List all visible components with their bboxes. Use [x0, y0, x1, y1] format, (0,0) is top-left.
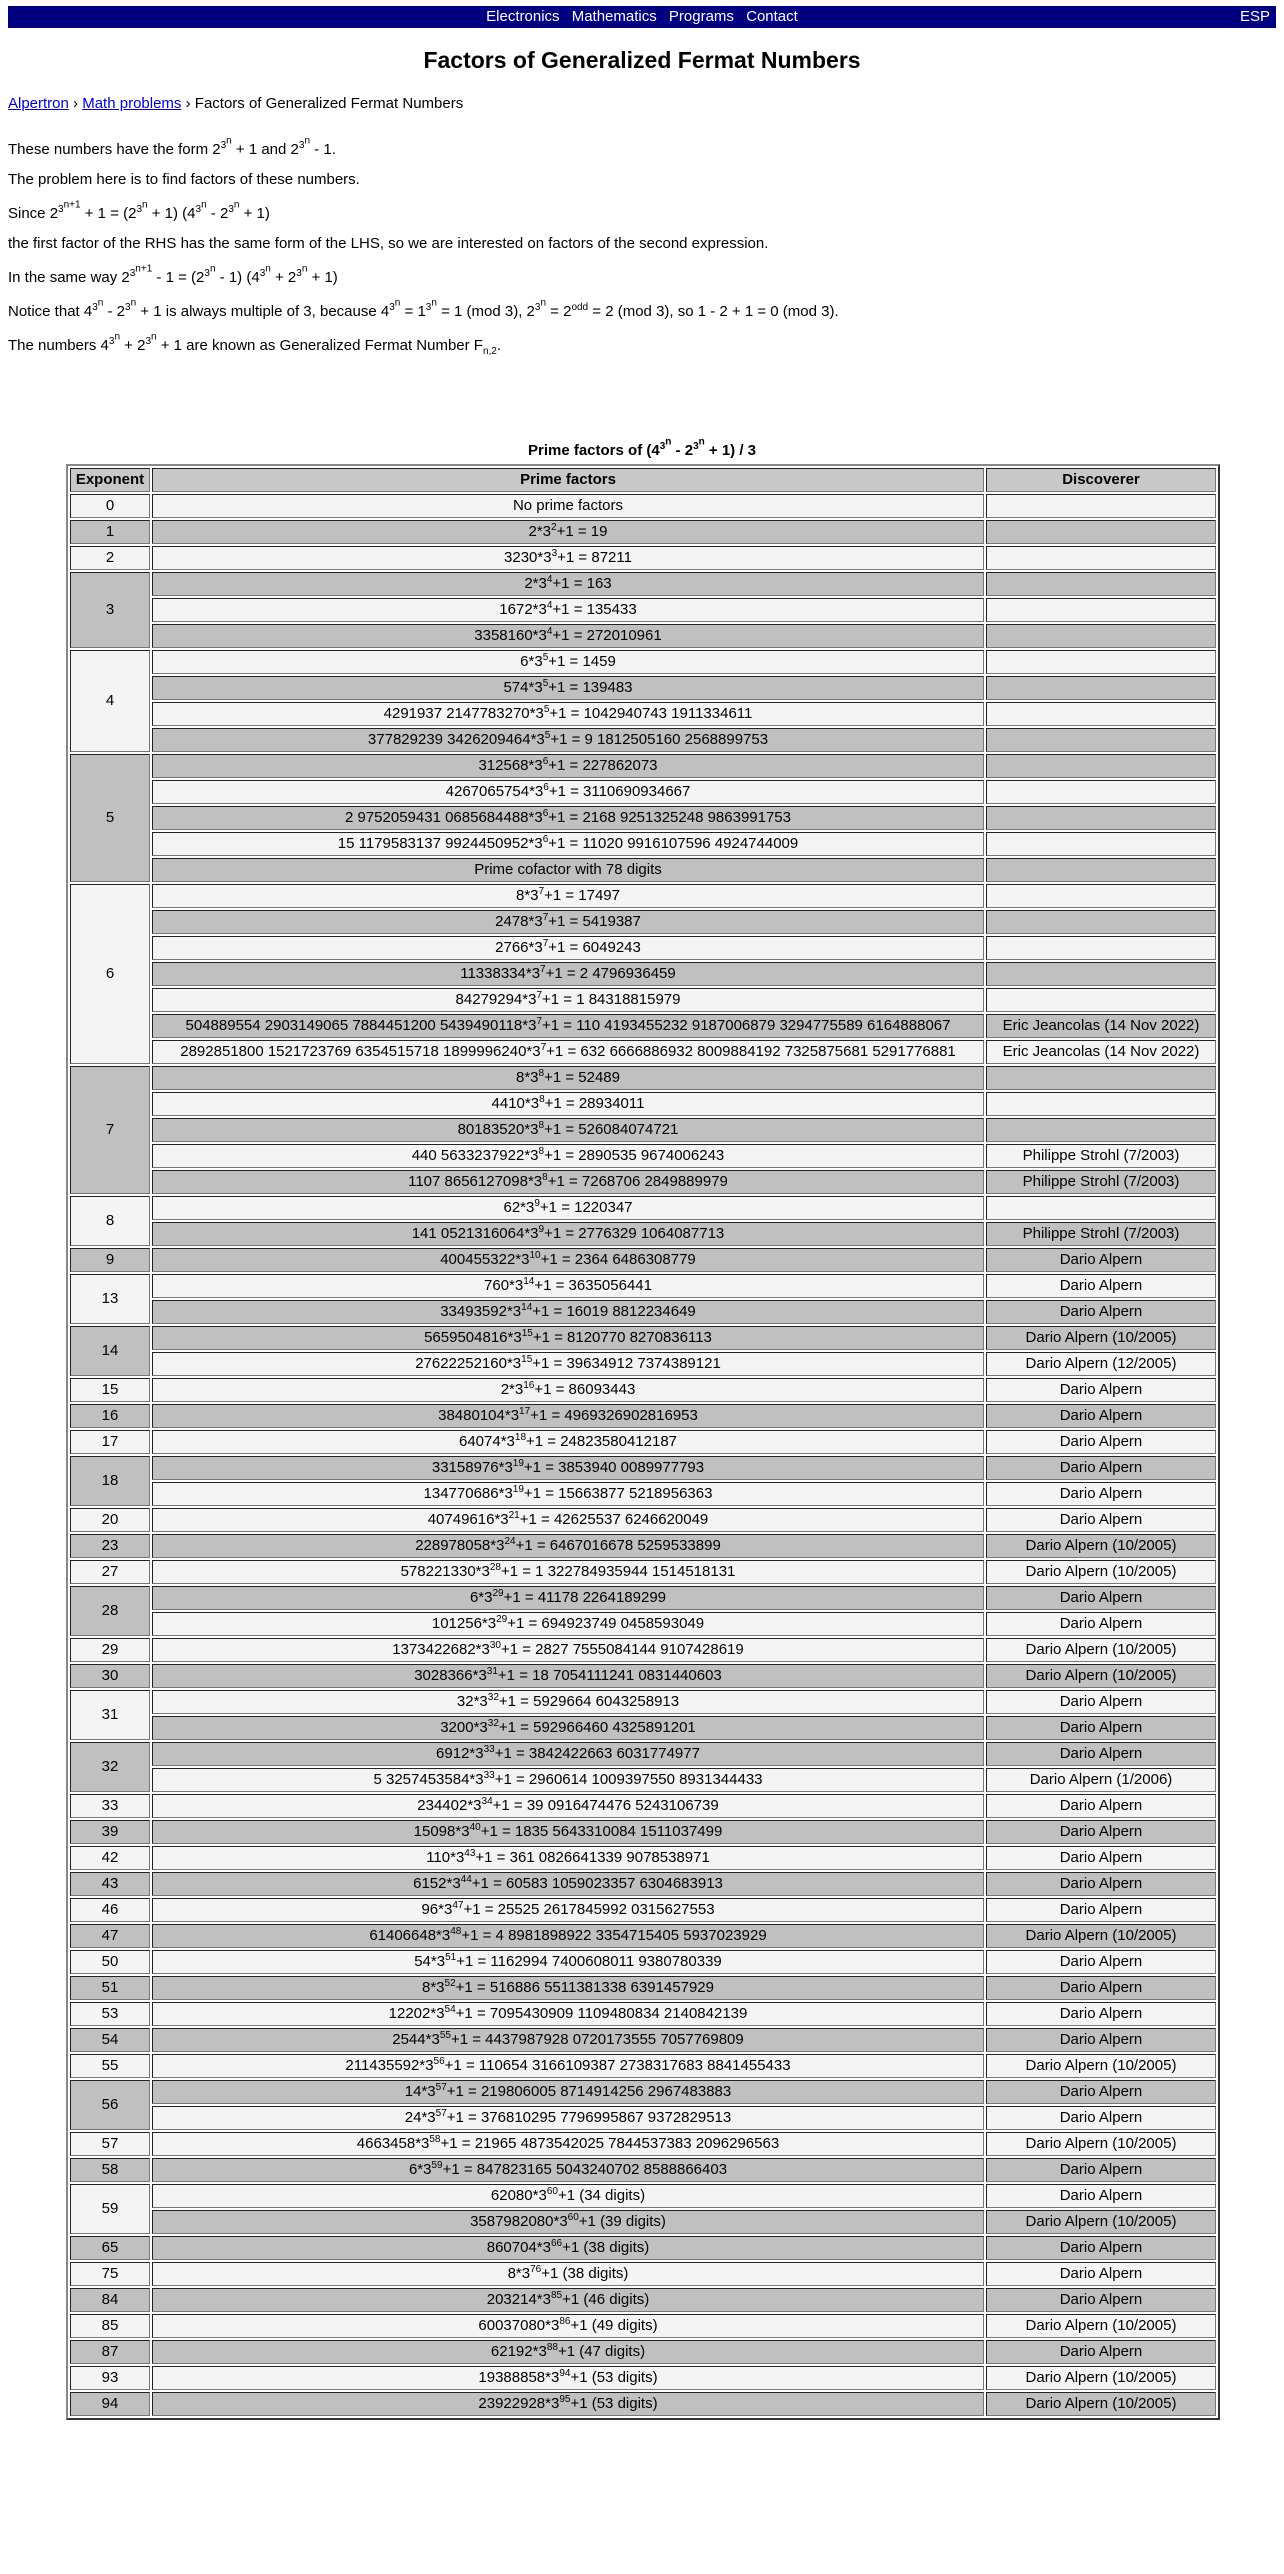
discoverer-cell: Dario Alpern — [986, 1872, 1216, 1896]
prime-factor-cell: $84279294*3^7+1 = 1$ 84318815979 — [152, 988, 984, 1012]
prime-factor-cell: $4663458*3^{58}+1 = 21965$ 4873542025 7844537383 2096296563 — [152, 2132, 984, 2156]
table-row — [70, 1248, 1216, 1272]
prime-factor-cell: $14*3^{57}+1 = 219806005$ 8714914256 2967483883 — [152, 2080, 984, 2104]
nav-mathematics[interactable]: Mathematics — [571, 8, 657, 25]
exponent-cell: 20 — [70, 1508, 150, 1532]
nav-programs[interactable]: Programs — [668, 8, 734, 25]
prime-factor-cell: $54*3^{51}+1 = 1162994$ 7400608011 9380780339 — [152, 1950, 984, 1974]
prime-factor-cell: $19388858*3^{94}+1$ (53 digits) — [152, 2366, 984, 2390]
prime-factor-cell: $2*3^4+1 = 163$ — [152, 572, 984, 596]
table-row — [70, 1768, 1216, 1792]
discoverer-cell: Dario Alpern — [986, 1950, 1216, 1974]
table-row — [70, 494, 1216, 518]
exponent-cell: 39 — [70, 1820, 150, 1844]
exponent-cell: 27 — [70, 1560, 150, 1584]
table-row — [70, 2236, 1216, 2260]
exponent-cell: 58 — [70, 2158, 150, 2182]
table-row — [70, 780, 1216, 804]
prime-factor-cell: $12202*3^{54}+1 = 7095430909$ 1109480834 2140842139 — [152, 2002, 984, 2026]
exponent-cell: 17 — [70, 1430, 150, 1454]
discoverer-cell — [986, 1118, 1216, 1142]
discoverer-cell: Dario Alpern — [986, 1690, 1216, 1714]
table-row — [70, 1586, 1216, 1610]
exponent-cell: 23 — [70, 1534, 150, 1558]
table-row — [70, 2392, 1216, 2416]
exponent-cell: 30 — [70, 1664, 150, 1688]
prime-factor-cell: $38480104*3^{17}+1 = 4969326902816953$ — [152, 1404, 984, 1428]
language-switch-link[interactable]: ESP — [1239, 8, 1270, 25]
prime-factor-cell: Prime cofactor with 78 digits — [152, 858, 984, 882]
exponent-cell: 50 — [70, 1950, 150, 1974]
prime-factor-cell: 15 1179583137 $9924450952*3^6+1 = 11020$ 9916107596 4924744009 — [152, 832, 984, 856]
table-row — [70, 1976, 1216, 2000]
discoverer-cell — [986, 936, 1216, 960]
breadcrumb-section-link[interactable]: Math problems — [82, 95, 182, 112]
prime-factor-cell: $312568*3^6+1 = 227862073$ — [152, 754, 984, 778]
discoverer-cell: Dario Alpern — [986, 2002, 1216, 2026]
prime-factor-cell: $1373422682*3^{30}+1 = 2827$ 7555084144 9107428619 — [152, 1638, 984, 1662]
discoverer-cell: Dario Alpern (10/2005) — [986, 1560, 1216, 1584]
prime-factor-cell: $3200*3^{32}+1 = 592966460$ 4325891201 — [152, 1716, 984, 1740]
discoverer-cell — [986, 676, 1216, 700]
discoverer-cell: Dario Alpern — [986, 1846, 1216, 1870]
table-row — [70, 2288, 1216, 2312]
table-row — [70, 2028, 1216, 2052]
table-row — [70, 1560, 1216, 1584]
discoverer-cell: Dario Alpern — [986, 2340, 1216, 2364]
table-row — [70, 1534, 1216, 1558]
discoverer-cell: Dario Alpern — [986, 1976, 1216, 2000]
table-body — [70, 494, 1216, 2416]
discoverer-cell: Philippe Strohl (7/2003) — [986, 1222, 1216, 1246]
prime-factor-cell: $400455322*3^{10}+1 = 2364$ 6486308779 — [152, 1248, 984, 1272]
prime-factor-cell: $15098*3^{40}+1 = 1835$ 5643310084 1511037499 — [152, 1820, 984, 1844]
exponent-cell: 47 — [70, 1924, 150, 1948]
prime-factor-cell: 4291937 $2147783270*3^5+1 = 1042940743$ 1911334611 — [152, 702, 984, 726]
table-row — [70, 1638, 1216, 1662]
prime-factor-cell: $8*3^8+1 = 52489$ — [152, 1066, 984, 1090]
discoverer-cell: Philippe Strohl (7/2003) — [986, 1144, 1216, 1168]
exponent-cell: 32 — [70, 1742, 150, 1792]
prime-factor-cell: $80183520*3^8+1 = 526084074721$ — [152, 1118, 984, 1142]
discoverer-cell: Dario Alpern — [986, 1378, 1216, 1402]
discoverer-cell — [986, 572, 1216, 596]
exponent-cell: 2 — [70, 546, 150, 570]
discoverer-cell: Dario Alpern (1/2006) — [986, 1768, 1216, 1792]
discoverer-cell — [986, 884, 1216, 908]
table-row — [70, 2366, 1216, 2390]
exponent-cell: 57 — [70, 2132, 150, 2156]
table-row — [70, 1170, 1216, 1194]
discoverer-cell: Dario Alpern (10/2005) — [986, 1924, 1216, 1948]
intro-paragraph: In the same way $2^{3^{n+1}} - 1 = (2^{3^n} - 1) (4^{3^n} + 2^{3^n} + 1)$ — [8, 263, 338, 286]
exponent-cell: 84 — [70, 2288, 150, 2312]
table-row — [70, 2002, 1216, 2026]
prime-factor-cell: $6912*3^{33}+1 = 3842422663$ 6031774977 — [152, 1742, 984, 1766]
exponent-cell: 94 — [70, 2392, 150, 2416]
discoverer-cell: Dario Alpern (10/2005) — [986, 1534, 1216, 1558]
discoverer-cell: Philippe Strohl (7/2003) — [986, 1170, 1216, 1194]
prime-factor-cell: 5 $3257453584*3^{33}+1 = 2960614$ 1009397550 8931344433 — [152, 1768, 984, 1792]
header-prime-factors: Prime factors — [152, 468, 984, 492]
table-row — [70, 1430, 1216, 1454]
exponent-cell: 33 — [70, 1794, 150, 1818]
table-row — [70, 2314, 1216, 2338]
exponent-cell: 43 — [70, 1872, 150, 1896]
table-row — [70, 1222, 1216, 1246]
discoverer-cell: Dario Alpern — [986, 2080, 1216, 2104]
table-row — [70, 2080, 1216, 2104]
table-row — [70, 1066, 1216, 1090]
table-row — [70, 2132, 1216, 2156]
discoverer-cell: Dario Alpern — [986, 1430, 1216, 1454]
discoverer-cell — [986, 546, 1216, 570]
discoverer-cell: Dario Alpern — [986, 2158, 1216, 2182]
table-row — [70, 1456, 1216, 1480]
breadcrumb-separator: › — [68, 95, 83, 112]
table-row — [70, 2184, 1216, 2208]
discoverer-cell — [986, 494, 1216, 518]
prime-factor-cell: $2544*3^{55}+1 = 4437987928$ 0720173555 7057769809 — [152, 2028, 984, 2052]
discoverer-cell: Dario Alpern — [986, 2028, 1216, 2052]
table-row — [70, 1274, 1216, 1298]
table-row — [70, 1898, 1216, 1922]
exponent-cell: 54 — [70, 2028, 150, 2052]
prime-factor-cell: $234402*3^{34}+1 = 39$ 0916474476 5243106739 — [152, 1794, 984, 1818]
prime-factor-cell: No prime factors — [152, 494, 984, 518]
exponent-cell: 56 — [70, 2080, 150, 2130]
discoverer-cell: Dario Alpern — [986, 1742, 1216, 1766]
table-row — [70, 520, 1216, 544]
prime-factor-cell: $24*3^{57}+1 = 376810295$ 7796995867 9372829513 — [152, 2106, 984, 2130]
exponent-cell: 42 — [70, 1846, 150, 1870]
table-row — [70, 624, 1216, 648]
table-header-row — [70, 468, 1216, 492]
discoverer-cell — [986, 780, 1216, 804]
discoverer-cell: Dario Alpern — [986, 2262, 1216, 2286]
table-row — [70, 858, 1216, 882]
prime-factor-cell: $32*3^{32}+1 = 5929664$ 6043258913 — [152, 1690, 984, 1714]
prime-factor-cell: $62080*3^{60}+1$ (34 digits) — [152, 2184, 984, 2208]
table-row — [70, 2106, 1216, 2130]
exponent-cell: 59 — [70, 2184, 150, 2234]
discoverer-cell: Dario Alpern — [986, 2288, 1216, 2312]
discoverer-cell — [986, 650, 1216, 674]
discoverer-cell — [986, 520, 1216, 544]
discoverer-cell: Dario Alpern (10/2005) — [986, 2054, 1216, 2078]
prime-factor-cell: $27622252160*3^{15}+1 = 39634912$ 7374389121 — [152, 1352, 984, 1376]
table-row — [70, 1508, 1216, 1532]
exponent-cell: 16 — [70, 1404, 150, 1428]
discoverer-cell: Dario Alpern — [986, 1274, 1216, 1298]
exponent-cell: 7 — [70, 1066, 150, 1194]
page-title: Factors of Generalized Fermat Numbers — [423, 47, 861, 73]
discoverer-cell: Dario Alpern — [986, 2184, 1216, 2208]
table-row — [70, 2054, 1216, 2078]
discoverer-cell: Dario Alpern — [986, 1248, 1216, 1272]
discoverer-cell — [986, 806, 1216, 830]
exponent-cell: 6 — [70, 884, 150, 1064]
discoverer-cell — [986, 728, 1216, 752]
discoverer-cell: Dario Alpern — [986, 1716, 1216, 1740]
prime-factor-cell: $3028366*3^{31}+1 = 18$ 7054111241 0831440603 — [152, 1664, 984, 1688]
discoverer-cell: Dario Alpern — [986, 1456, 1216, 1480]
table-row — [70, 676, 1216, 700]
exponent-cell: 0 — [70, 494, 150, 518]
table-row — [70, 1690, 1216, 1714]
table-row — [70, 546, 1216, 570]
prime-factor-cell: $62*3^9+1 = 1220347$ — [152, 1196, 984, 1220]
exponent-cell: 75 — [70, 2262, 150, 2286]
table-row — [70, 1118, 1216, 1142]
discoverer-cell — [986, 1066, 1216, 1090]
table-row — [70, 910, 1216, 934]
exponent-cell: 65 — [70, 2236, 150, 2260]
table-row — [70, 754, 1216, 778]
prime-factor-cell: $3587982080*3^{60}+1$ (39 digits) — [152, 2210, 984, 2234]
intro-paragraph: Since $2^{3^{n+1}} + 1 = (2^{3^n} + 1)$ $(4^{3^n} - 2^{3^n} + 1)$ — [8, 199, 270, 222]
discoverer-cell: Dario Alpern (10/2005) — [986, 1326, 1216, 1350]
prime-factor-cell: $4267065754*3^6+1 = 3110690934667$ — [152, 780, 984, 804]
table-row — [70, 1872, 1216, 1896]
prime-factor-cell: $228978058*3^{24}+1 = 6467016678$ 5259533899 — [152, 1534, 984, 1558]
prime-factor-cell: $1672*3^4+1 = 135433$ — [152, 598, 984, 622]
prime-factor-cell: $33493592*3^{14}+1 = 16019$ 8812234649 — [152, 1300, 984, 1324]
exponent-cell: 85 — [70, 2314, 150, 2338]
prime-factor-cell: $134770686*3^{19}+1 = 15663877$ 5218956363 — [152, 1482, 984, 1506]
prime-factor-cell: $8*3^7+1 = 17497$ — [152, 884, 984, 908]
exponent-cell: 51 — [70, 1976, 150, 2000]
discoverer-cell: Dario Alpern — [986, 1820, 1216, 1844]
prime-factor-cell: 2892851800 1521723769 6354515718 $1899996240*3^7+1 = 632$ 6666886932 8009884192 7325875681 5291776881 — [152, 1040, 984, 1064]
discoverer-cell: Dario Alpern (10/2005) — [986, 2392, 1216, 2416]
discoverer-cell: Dario Alpern — [986, 1586, 1216, 1610]
header-exponent: Exponent — [70, 468, 150, 492]
discoverer-cell: Dario Alpern (10/2005) — [986, 2366, 1216, 2390]
table-row — [70, 1820, 1216, 1844]
discoverer-cell — [986, 754, 1216, 778]
discoverer-cell — [986, 910, 1216, 934]
breadcrumb-separator: › — [181, 95, 195, 112]
table-row — [70, 728, 1216, 752]
header-discoverer: Discoverer — [986, 468, 1216, 492]
table-row — [70, 650, 1216, 674]
table-row — [70, 2262, 1216, 2286]
prime-factor-cell: $101256*3^{29}+1 = 694923749$ 0458593049 — [152, 1612, 984, 1636]
discoverer-cell: Dario Alpern (10/2005) — [986, 2314, 1216, 2338]
table-row — [70, 1196, 1216, 1220]
prime-factor-cell: $110*3^{43}+1 = 361$ 0826641339 9078538971 — [152, 1846, 984, 1870]
exponent-cell: 29 — [70, 1638, 150, 1662]
discoverer-cell: Eric Jeancolas (14 Nov 2022) — [986, 1014, 1216, 1038]
discoverer-cell — [986, 702, 1216, 726]
exponent-cell: 9 — [70, 1248, 150, 1272]
prime-factors-table — [66, 464, 1220, 2420]
prime-factor-cell: $2*3^{16}+1 = 86093443$ — [152, 1378, 984, 1402]
prime-factor-cell: $860704*3^{66}+1$ (38 digits) — [152, 2236, 984, 2260]
prime-factor-cell: $2478*3^7+1 = 5419387$ — [152, 910, 984, 934]
table-row — [70, 572, 1216, 596]
discoverer-cell: Dario Alpern — [986, 1794, 1216, 1818]
prime-factor-cell: $2*3^2+1 = 19$ — [152, 520, 984, 544]
prime-factor-cell: $6152*3^{44}+1 = 60583$ 1059023357 6304683913 — [152, 1872, 984, 1896]
discoverer-cell: Dario Alpern — [986, 1482, 1216, 1506]
exponent-cell: 87 — [70, 2340, 150, 2364]
table-row — [70, 832, 1216, 856]
prime-factor-cell: $4410*3^8+1 = 28934011$ — [152, 1092, 984, 1116]
exponent-cell: 28 — [70, 1586, 150, 1636]
table-row — [70, 1612, 1216, 1636]
breadcrumb-home-link[interactable]: Alpertron — [8, 95, 69, 112]
prime-factor-cell: $6*3^5+1 = 1459$ — [152, 650, 984, 674]
prime-factor-cell: $61406648*3^{48}+1 = 4$ 8981898922 3354715405 5937023929 — [152, 1924, 984, 1948]
exponent-cell: 8 — [70, 1196, 150, 1246]
prime-factor-cell: $11338334*3^7+1 = 2$ 4796936459 — [152, 962, 984, 986]
prime-factor-cell: $8*3^{52}+1 = 516886$ 5511381338 6391457929 — [152, 1976, 984, 2000]
discoverer-cell: Dario Alpern (10/2005) — [986, 1664, 1216, 1688]
prime-factor-cell: $574*3^5+1 = 139483$ — [152, 676, 984, 700]
discoverer-cell — [986, 1092, 1216, 1116]
prime-factor-cell: $6*3^{29}+1 = 41178$ 2264189299 — [152, 1586, 984, 1610]
prime-factor-cell: $96*3^{47}+1 = 25525$ 2617845992 0315627553 — [152, 1898, 984, 1922]
table-row — [70, 936, 1216, 960]
prime-factor-cell: $64074*3^{18}+1 = 24823580412187$ — [152, 1430, 984, 1454]
intro-paragraph: Notice that $4^{3^n} - 2^{3^n} + 1$ is always multiple of 3, because $4^{3^n} = 1^{3^n} = 1$ (mod 3), $2^{3^n} = 2^{odd} = 2$ (mod 3), so 1 - 2 + 1 = 0 (mod 3). — [8, 297, 839, 320]
prime-factor-cell: $40749616*3^{21}+1 = 42625537$ 6246620049 — [152, 1508, 984, 1532]
prime-factor-cell: $5659504816*3^{15}+1 = 8120770$ 8270836113 — [152, 1326, 984, 1350]
discoverer-cell: Dario Alpern (12/2005) — [986, 1352, 1216, 1376]
table-row — [70, 1742, 1216, 1766]
table-row — [70, 1794, 1216, 1818]
exponent-cell: 13 — [70, 1274, 150, 1324]
prime-factor-cell: $578221330*3^{28}+1 = 1$ 322784935944 1514518131 — [152, 1560, 984, 1584]
intro-paragraph: the first factor of the RHS has the same form of the LHS, so we are interested on factors of the second expression. — [8, 235, 769, 252]
discoverer-cell — [986, 858, 1216, 882]
discoverer-cell — [986, 962, 1216, 986]
exponent-cell: 31 — [70, 1690, 150, 1740]
table-row — [70, 1352, 1216, 1376]
discoverer-cell — [986, 832, 1216, 856]
nav-electronics[interactable]: Electronics — [486, 8, 560, 25]
table-row — [70, 1950, 1216, 1974]
table-row — [70, 1924, 1216, 1948]
table-row — [70, 2210, 1216, 2234]
prime-factor-cell: $60037080*3^{86}+1$ (49 digits) — [152, 2314, 984, 2338]
prime-factor-cell: $2766*3^7+1 = 6049243$ — [152, 936, 984, 960]
prime-factor-cell: $203214*3^{85}+1$ (46 digits) — [152, 2288, 984, 2312]
prime-factor-cell: 440 $5633237922*3^8+1 = 2890535$ 9674006243 — [152, 1144, 984, 1168]
table-row — [70, 988, 1216, 1012]
table-row — [70, 1378, 1216, 1402]
table-row — [70, 1092, 1216, 1116]
prime-factor-cell: $8*3^{76}+1$ (38 digits) — [152, 2262, 984, 2286]
table-row — [70, 1144, 1216, 1168]
breadcrumb — [8, 95, 1276, 113]
discoverer-cell — [986, 1196, 1216, 1220]
discoverer-cell: Dario Alpern — [986, 1300, 1216, 1324]
table-row — [70, 598, 1216, 622]
prime-factor-cell: 141 $0521316064*3^9+1 = 2776329$ 1064087713 — [152, 1222, 984, 1246]
table-row — [70, 1716, 1216, 1740]
table-row — [70, 1482, 1216, 1506]
table-row — [70, 1664, 1216, 1688]
prime-factor-cell: 504889554 2903149065 7884451200 $5439490118*3^7+1 = 110$ 4193455232 9187006879 3294775589 6164888067 — [152, 1014, 984, 1038]
prime-factor-cell: $3358160*3^4+1 = 272010961$ — [152, 624, 984, 648]
discoverer-cell — [986, 988, 1216, 1012]
prime-factor-cell: $62192*3^{88}+1$ (47 digits) — [152, 2340, 984, 2364]
discoverer-cell: Dario Alpern (10/2005) — [986, 2210, 1216, 2234]
exponent-cell: 1 — [70, 520, 150, 544]
discoverer-cell: Dario Alpern — [986, 1508, 1216, 1532]
discoverer-cell: Dario Alpern — [986, 1404, 1216, 1428]
table-row — [70, 884, 1216, 908]
nav-contact[interactable]: Contact — [746, 8, 798, 25]
top-nav-bar — [8, 6, 1276, 28]
discoverer-cell: Dario Alpern — [986, 1612, 1216, 1636]
exponent-cell: 5 — [70, 754, 150, 882]
exponent-cell: 46 — [70, 1898, 150, 1922]
prime-factor-cell: $760*3^{14}+1 = 3635056441$ — [152, 1274, 984, 1298]
prime-factor-cell: $211435592*3^{56}+1 = 110654$ 3166109387 2738317683 8841455433 — [152, 2054, 984, 2078]
prime-factor-cell: $23922928*3^{95}+1$ (53 digits) — [152, 2392, 984, 2416]
discoverer-cell: Dario Alpern — [986, 2236, 1216, 2260]
discoverer-cell: Dario Alpern (10/2005) — [986, 2132, 1216, 2156]
table-row — [70, 1300, 1216, 1324]
table-row — [70, 2340, 1216, 2364]
exponent-cell: 4 — [70, 650, 150, 752]
table-row — [70, 806, 1216, 830]
discoverer-cell: Dario Alpern — [986, 1898, 1216, 1922]
table-row — [70, 1326, 1216, 1350]
table-row — [70, 2158, 1216, 2182]
exponent-cell: 93 — [70, 2366, 150, 2390]
exponent-cell: 15 — [70, 1378, 150, 1402]
prime-factor-cell: 2 9752059431 $0685684488*3^6+1 = 2168$ 9251325248 9863991753 — [152, 806, 984, 830]
discoverer-cell: Dario Alpern (10/2005) — [986, 1638, 1216, 1662]
exponent-cell: 14 — [70, 1326, 150, 1376]
discoverer-cell — [986, 624, 1216, 648]
table-row — [70, 702, 1216, 726]
table-row — [70, 1014, 1216, 1038]
prime-factor-cell: 377829239 $3426209464*3^5+1 = 9$ 1812505160 2568899753 — [152, 728, 984, 752]
exponent-cell: 53 — [70, 2002, 150, 2026]
table-row — [70, 1404, 1216, 1428]
intro-paragraph: The numbers $4^{3^n} + 2^{3^n} + 1$ are known as Generalized Fermat Number $F_{n,2}$. — [8, 331, 502, 357]
table-row — [70, 962, 1216, 986]
table-row — [70, 1040, 1216, 1064]
prime-factor-cell: $33158976*3^{19}+1 = 3853940$ 0089977793 — [152, 1456, 984, 1480]
discoverer-cell: Dario Alpern — [986, 2106, 1216, 2130]
prime-factor-cell: $6*3^{59}+1 = 847823165$ 5043240702 8588866403 — [152, 2158, 984, 2182]
exponent-cell: 55 — [70, 2054, 150, 2078]
intro-paragraph: The problem here is to find factors of these numbers. — [8, 171, 360, 188]
exponent-cell: 18 — [70, 1456, 150, 1506]
prime-factor-cell: 1107 $8656127098*3^8+1 = 7268706$ 2849889979 — [152, 1170, 984, 1194]
discoverer-cell — [986, 598, 1216, 622]
table-row — [70, 1846, 1216, 1870]
intro-paragraph: These numbers have the form $2^{3^n} + 1$ and $2^{3^n} - 1$. — [8, 135, 336, 158]
exponent-cell: 3 — [70, 572, 150, 648]
prime-factor-cell: $3230*3^3+1 = 87211$ — [152, 546, 984, 570]
breadcrumb-current: Factors of Generalized Fermat Numbers — [194, 95, 464, 112]
table-caption: Prime factors of $(4^{3^n} - 2^{3^n} + 1) / 3$ — [527, 436, 757, 459]
discoverer-cell: Eric Jeancolas (14 Nov 2022) — [986, 1040, 1216, 1064]
